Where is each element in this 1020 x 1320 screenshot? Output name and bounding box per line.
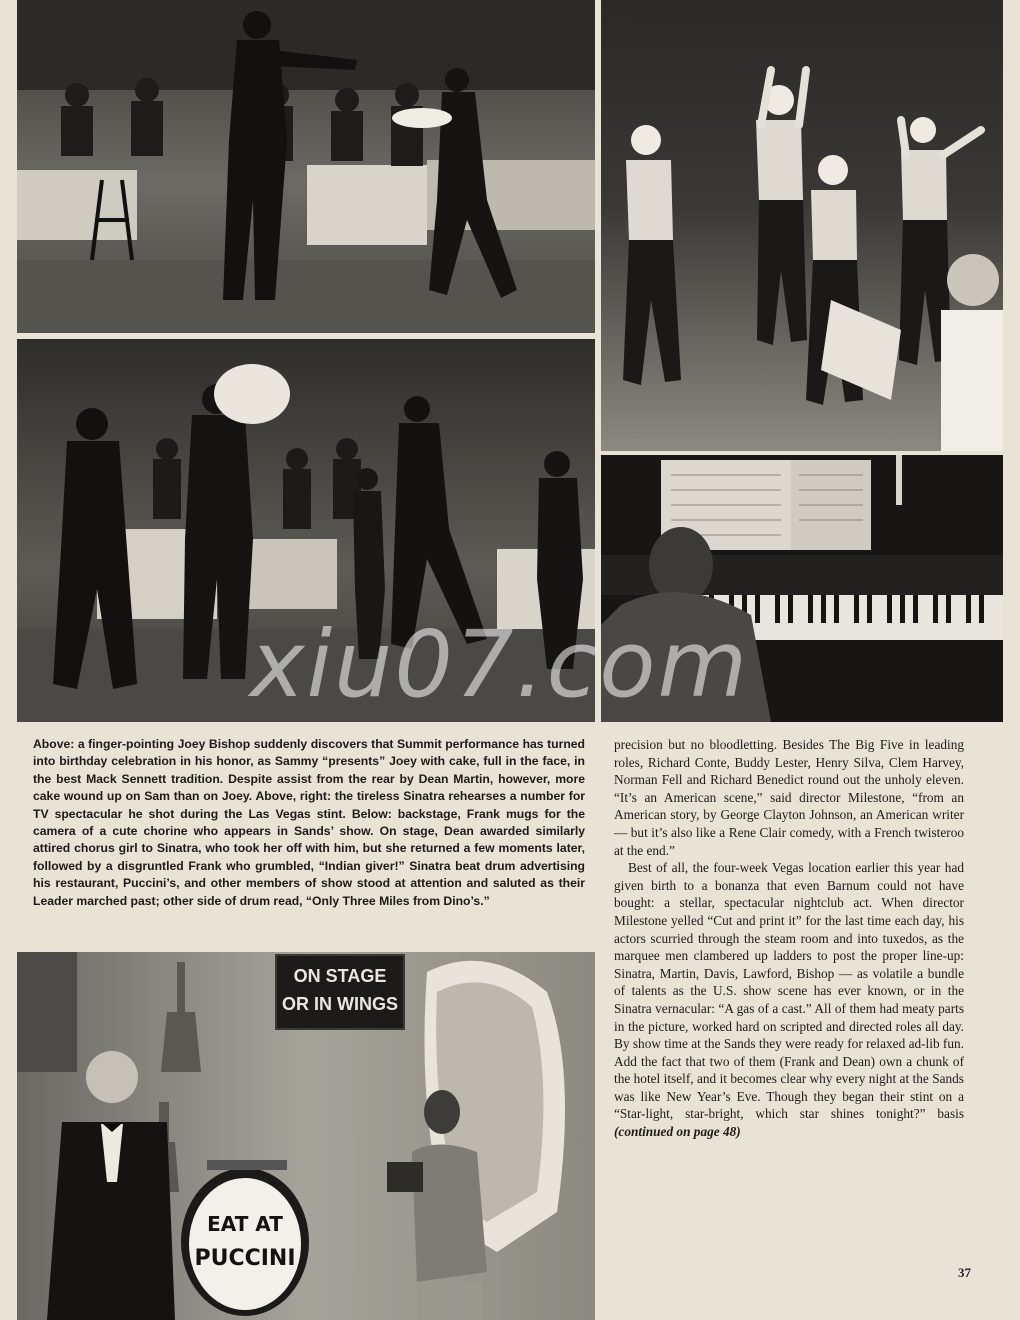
photo-piano-player — [601, 455, 1003, 722]
body-paragraph-1: precision but no bloodletting. Besides The Big Five in leading roles, Richard Conte, Buddy Lester, Henry Silva, Clem Harvey, Norman Fell and Richard Benedict round out the unholy eleven. “It’s an American scene,” said director Milestone, “from an American story, by George Clayton Johnson, an American writer — but it’s also like a Rene Clair comedy, with a French twisteroo at the end.” — [614, 737, 964, 858]
site-watermark: xiu07.com — [250, 611, 750, 718]
photo-joey-pointing-image — [17, 0, 595, 333]
photo-joey-pointing — [17, 0, 595, 333]
photo-cake-in-face-image — [17, 339, 595, 722]
photo-backstage-drum — [17, 952, 595, 1320]
body-paragraph-2 — [614, 859, 964, 1141]
page-number: 37 — [958, 1265, 971, 1280]
drum-line-2: PUCCINI — [194, 1246, 296, 1271]
sign-line-2: OR IN WINGS — [282, 994, 398, 1014]
body-paragraph-2-text: Best of all, the four-week Vegas location earlier this year had given birth to a bonanza that even Barnum could not have bought: a stellar, spectacular nightclub act. When director Milestone yelled “Cut and print it” for the last time each day, his actors scurried through the steam room and into tuxedos, as the marquee men clambered up ladders to post the proper line-up: Sinatra, Martin, Davis, Lawford, Bishop — as volatile a bundle of talents as the U.S. show scene has ever known, or in the Sinatra vernacular: “A gas of a cast.” All of them had meaty parts in the picture, worked hard on scripted and directed roles all day. By show time at the Sands they were ready for relaxed ad-lib fun. Add the fact that two of them (Frank and Dean) own a chunk of the hotel itself, and it becomes clear why every night at the Sands was like New Year’s Eve. Though they began their stint on a “Star-light, star-bright, which star shines tonight?” basis — [614, 860, 964, 1122]
photo-caption: Above: a finger-pointing Joey Bishop suddenly discovers that Summit performance has turned into birthday celebration in his honor, as Sammy “presents” Joey with cake, full in the face, in the best Mack Sennett tradition. Despite assist from the rear by Dean Martin, however, more cake wound up on Sam than on Joey. Above, right: the tireless Sinatra rehearses a number for TV spectacular he shot during the Las Vegas stint. Below: backstage, Frank mugs for the camera of a cute chorine who appears in Sands’ show. On stage, Dean awarded similarly attired chorus girl to Sinatra, who took her off with him, but she returned a few moments later, followed by a disgruntled Frank who grumbled, “Indian giver!” Sinatra beat drum advertising his restaurant, Puccini’s, and other members of show stood at attention and saluted as their Leader marched past; other side of drum read, “Only Three Miles from Dino’s.” — [33, 737, 585, 908]
on-stage-sign — [275, 954, 405, 1030]
drum-line-1: EAT AT — [207, 1212, 283, 1236]
continued-note: (continued on page 48) — [614, 1124, 741, 1140]
sign-line-1: ON STAGE — [293, 966, 387, 986]
photo-cake-in-face — [17, 339, 595, 722]
photo-piano-player-image — [601, 455, 1003, 722]
photo-chorus-rehearsal — [601, 0, 1003, 451]
article-body — [614, 736, 964, 1141]
photo-chorus-rehearsal-image — [601, 0, 1003, 451]
